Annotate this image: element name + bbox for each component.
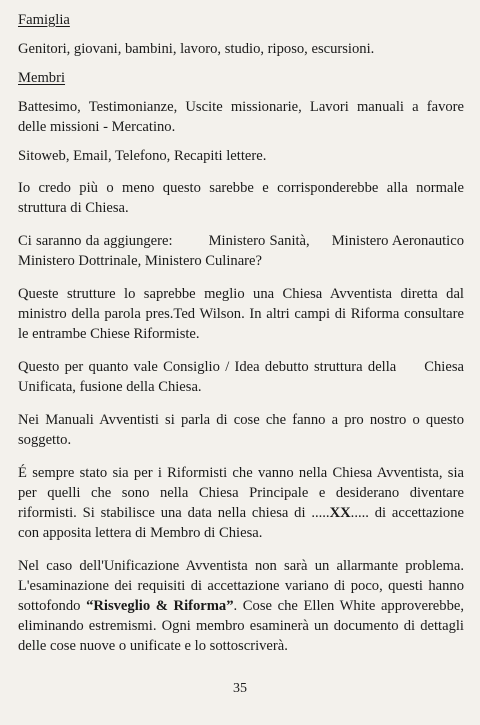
paragraph-strutture: Queste strutture lo saprebbe meglio una Chiesa Avventista diretta dal ministro della parola pres.Ted Wilson. In altri campi di Riforma consultare le entrambe Chiese Riformiste. [18, 286, 464, 342]
unificazione-text-a: Nel caso dell'Unificazione Avventista non sarà un allarmante problema. L'esaminazione dei requisiti di accettazione variano di poco, questi hanno sottofondo [18, 558, 464, 614]
membri-contacts: Sitoweb, Email, Telefono, Recapiti lettere. [18, 148, 267, 164]
paragraph-riformisti [18, 463, 464, 543]
section-heading-famiglia: Famiglia [18, 12, 70, 28]
unificazione-text-b: . Cose che Ellen White approverebbe, eliminando estremismi. Ogni membro esaminerà un documento di dettagli delle cose nuove o unificate e lo sottoscriverà. [18, 598, 464, 654]
riformisti-text-b: ..... di accettazione con apposita lettera di Membro di Chiesa. [18, 505, 464, 541]
ministeri-intro: Ci saranno da aggiungere: [18, 233, 173, 249]
ministeri-altri: Ministero Aeronautico Ministero Dottrinale, Ministero Culinare? [18, 233, 464, 269]
ministeri-sanita: Ministero Sanità, [208, 233, 310, 249]
paragraph-ministeri [18, 231, 464, 271]
section-heading-membri: Membri [18, 70, 66, 86]
paragraph-struttura: Io credo più o meno questo sarebbe e corrisponderebbe alla normale struttura di Chiesa. [18, 180, 464, 216]
riformisti-text-a: É sempre stato sia per i Riformisti che vanno nella Chiesa Avventista, sia per quelli che sono nella Chiesa Principale e desiderano diventare riformisti. Si stabilisce una data nella chiesa di ..... [18, 465, 464, 521]
paragraph-unificazione [18, 556, 464, 656]
consiglio-text-a: Questo per quanto vale Consiglio / Idea debutto struttura della [18, 359, 397, 375]
consiglio-text-b: Chiesa Unificata, fusione della Chiesa. [18, 359, 464, 395]
page-number: 35 [233, 681, 247, 696]
paragraph-manuali: Nei Manuali Avventisti si parla di cose che fanno a pro nostro o questo soggetto. [18, 412, 464, 448]
riformisti-date-placeholder: XX [329, 505, 351, 521]
unificazione-motto: “Risveglio & Riforma” [86, 598, 234, 614]
famiglia-text: Genitori, giovani, bambini, lavoro, studio, riposo, escursioni. [18, 41, 375, 57]
paragraph-consiglio [18, 357, 464, 397]
membri-text: Battesimo, Testimonianze, Uscite missionarie, Lavori manuali a favore delle missioni - Mercatino. [18, 99, 464, 135]
